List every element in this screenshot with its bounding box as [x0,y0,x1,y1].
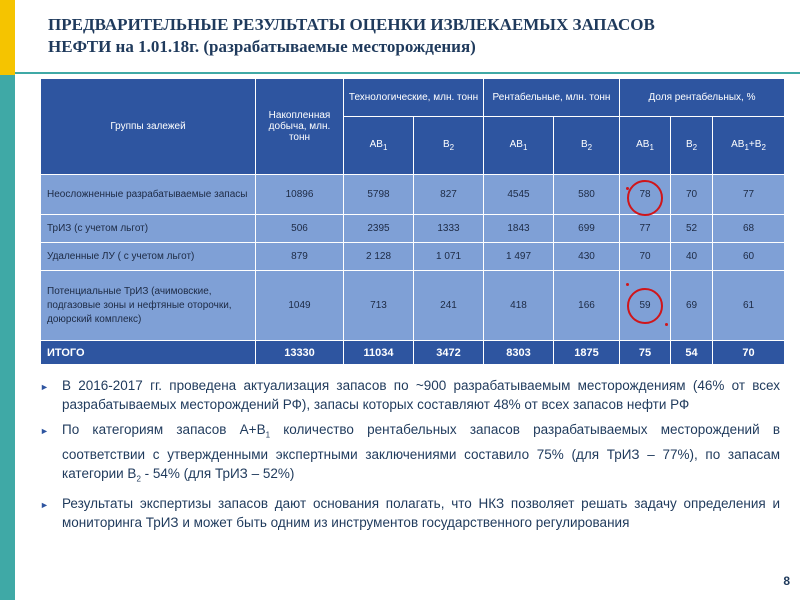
highlight-dot [665,323,668,326]
cell-accumulated: 506 [256,215,344,243]
header-share-b2: $В_2$ [671,117,713,175]
highlight-dot [626,187,629,190]
cell-rent-b2: 166 [554,271,620,341]
cell-share-total: 60 [713,243,785,271]
header-technological: Технологические, млн. тонн [344,79,484,117]
cell-share-ab1: 59 [620,271,671,341]
table-row-total [41,341,785,365]
highlight-dot [626,283,629,286]
row-group: Потенциальные ТрИЗ (ачимовские, подгазовые зоны и нефтяные оторочки, доюрский комплекс) [41,271,256,341]
table-row [41,175,785,215]
header-share-ab1b2: $АВ_1+В_2$ [713,117,785,175]
slide-title [48,14,748,58]
cell-rent-b2: 699 [554,215,620,243]
header-tech-b2: $В_2$ [414,117,484,175]
bullet-icon: ► [40,382,49,392]
cell-share-ab1: 70 [620,243,671,271]
cell-tech-b2: 1 071 [414,243,484,271]
cell-rent-b2: 430 [554,243,620,271]
cell-share-b2: 70 [671,175,713,215]
cell-share-total: 68 [713,215,785,243]
cell-tech-ab1: 2 128 [344,243,414,271]
header-profitable: Рентабельные, млн. тонн [484,79,620,117]
cell-share-ab1: 78 [620,175,671,215]
reserves-table [40,78,785,365]
title-divider [15,72,800,74]
note-item: ► По категориям запасов $А+В_1$ количество рентабельных запасов разрабатываемых месторождений в соответствии с утвержденными экспертными заключениями составило 75% (для ТрИЗ – 77%), по запасам категории $В_2 - 54\%$ (для ТрИЗ – 52%) [40,422,780,484]
cell-share-b2: 54 [671,341,713,365]
cell-accumulated: 1049 [256,271,344,341]
cell-tech-b2: 3472 [414,341,484,365]
cell-accumulated: 13330 [256,341,344,365]
cell-share-total: 70 [713,341,785,365]
bullet-icon: ► [40,426,49,436]
header-rent-b2: $В_2$ [554,117,620,175]
cell-rent-ab1: 1 497 [484,243,554,271]
slide-title-line1: ПРЕДВАРИТЕЛЬНЫЕ РЕЗУЛЬТАТЫ ОЦЕНКИ ИЗВЛЕКАЕМЫХ ЗАПАСОВ [48,15,655,34]
cell-tech-ab1: 5798 [344,175,414,215]
cell-tech-ab1: 713 [344,271,414,341]
cell-share-b2: 40 [671,243,713,271]
table-row [41,215,785,243]
accent-bar-teal [0,75,15,600]
slide-title-line2: НЕФТИ на 1.01.18г. (разрабатываемые месторождения) [48,37,476,56]
note-item: ► Результаты экспертизы запасов дают основания полагать, что НКЗ позволяет решать задачу определения и мониторинга ТрИЗ и может быть одним из инструментов государственного регулирования [40,496,780,531]
cell-tech-ab1: 11034 [344,341,414,365]
cell-accumulated: 879 [256,243,344,271]
cell-tech-b2: 241 [414,271,484,341]
cell-tech-ab1: 2395 [344,215,414,243]
row-group: ТрИЗ (с учетом льгот) [41,215,256,243]
cell-rent-b2: 1875 [554,341,620,365]
header-share: Доля рентабельных, % [620,79,785,117]
row-group: Удаленные ЛУ ( с учетом льгот) [41,243,256,271]
cell-rent-ab1: 1843 [484,215,554,243]
cell-rent-ab1: 4545 [484,175,554,215]
header-groups: Группы залежей [41,79,256,175]
cell-share-ab1: 75 [620,341,671,365]
cell-tech-b2: 827 [414,175,484,215]
header-share-ab1: $АВ_1$ [620,117,671,175]
page-number: 8 [783,574,790,588]
table-row [41,243,785,271]
table-row [41,271,785,341]
cell-rent-ab1: 8303 [484,341,554,365]
cell-share-b2: 52 [671,215,713,243]
highlight-circle [627,180,663,216]
notes-list [40,376,780,538]
row-group: Неосложненные разрабатываемые запасы [41,175,256,215]
bullet-icon: ► [40,500,49,511]
note-item: ► В 2016-2017 гг. проведена актуализация запасов по ~900 разрабатываемым месторождениям (46% от всех разрабатываемых месторождений РФ), запасы которых составляют 48% от всех запасов нефти РФ [40,378,780,412]
cell-rent-b2: 580 [554,175,620,215]
row-group: ИТОГО [41,341,256,365]
accent-bar-yellow [0,0,15,75]
table-header [41,79,785,175]
cell-tech-b2: 1333 [414,215,484,243]
cell-share-b2: 69 [671,271,713,341]
cell-rent-ab1: 418 [484,271,554,341]
highlight-circle [627,288,663,324]
cell-share-total: 61 [713,271,785,341]
header-accumulated: Накопленная добыча, млн. тонн [256,79,344,175]
header-rent-ab1: $АВ_1$ [484,117,554,175]
table-body [41,175,785,365]
cell-share-total: 77 [713,175,785,215]
cell-share-ab1: 77 [620,215,671,243]
header-tech-ab1: $АВ_1$ [344,117,414,175]
cell-accumulated: 10896 [256,175,344,215]
